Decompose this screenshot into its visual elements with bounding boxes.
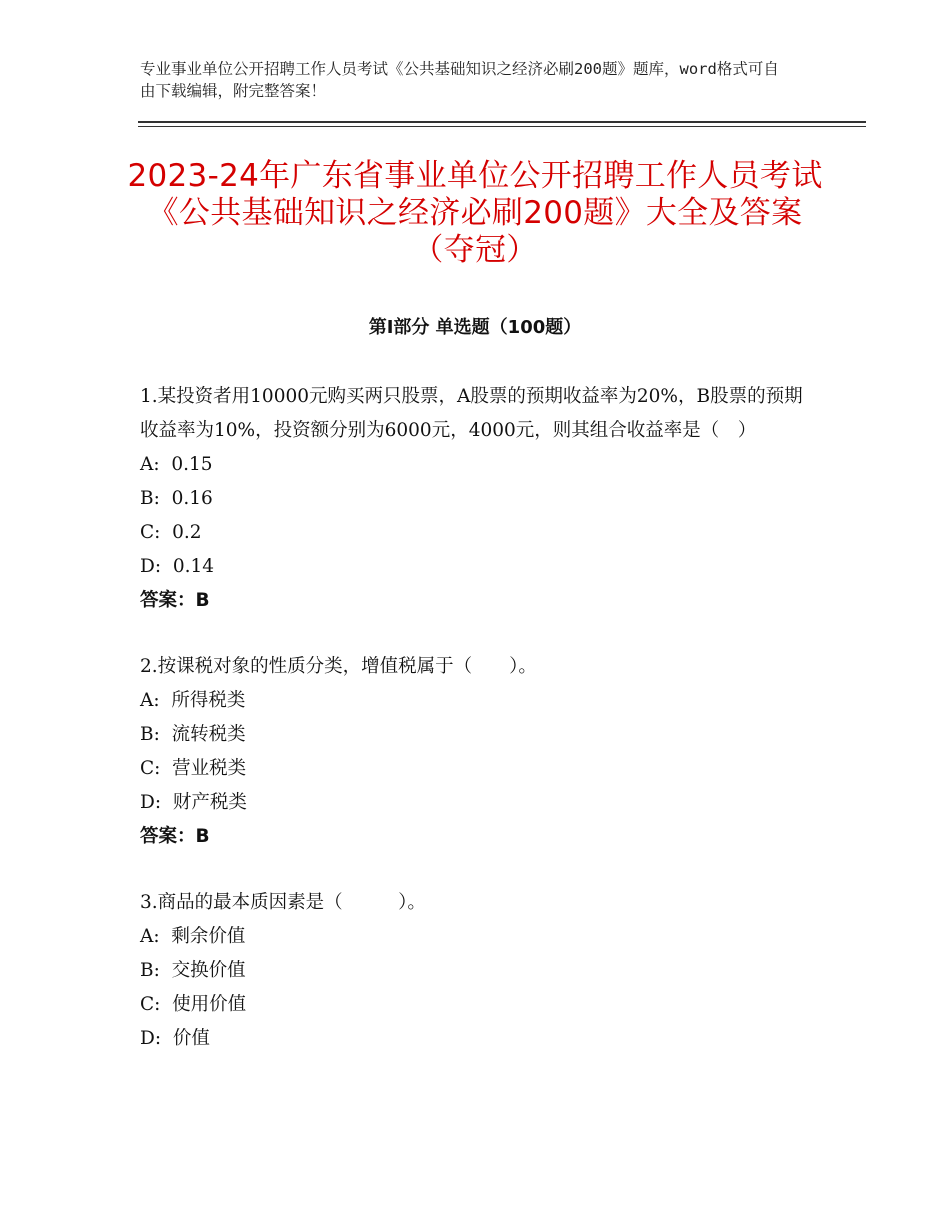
question-1 bbox=[140, 380, 805, 618]
option-d: D: 价值 bbox=[140, 1028, 210, 1049]
header-note: 专业事业单位公开招聘工作人员考试《公共基础知识之经济必刷200题》题库，word格式可自由下载编辑，附完整答案！ bbox=[140, 60, 779, 100]
option-b: B: 交换价值 bbox=[140, 960, 246, 981]
option-b: B: 0.16 bbox=[140, 488, 213, 509]
question-list bbox=[140, 380, 805, 1088]
question-stem: 3.商品的最本质因素是（ ）。 bbox=[140, 892, 426, 913]
question-3 bbox=[140, 886, 805, 1056]
option-a: A: 剩余价值 bbox=[140, 926, 246, 947]
option-a: A: 0.15 bbox=[140, 454, 213, 475]
question-2 bbox=[140, 650, 805, 854]
option-a: A: 所得税类 bbox=[140, 690, 246, 711]
header-divider-thick bbox=[138, 121, 866, 123]
document-title: 2023-24年广东省事业单位公开招聘工作人员考试《公共基础知识之经济必刷200题》大全及答案（夺冠） bbox=[127, 158, 823, 268]
question-stem: 2.按课税对象的性质分类，增值税属于（ ）。 bbox=[140, 656, 537, 677]
answer-label: 答案：B bbox=[140, 590, 210, 611]
section-heading: 第Ⅰ部分 单选题（100题） bbox=[368, 317, 582, 338]
option-c: C: 使用价值 bbox=[140, 994, 247, 1015]
option-d: D: 财产税类 bbox=[140, 792, 247, 813]
option-c: C: 营业税类 bbox=[140, 758, 247, 779]
answer-label: 答案：B bbox=[140, 826, 210, 847]
option-b: B: 流转税类 bbox=[140, 724, 246, 745]
header-divider-thin bbox=[138, 126, 866, 127]
question-stem: 1.某投资者用10000元购买两只股票，A股票的预期收益率为20%，B股票的预期收益率为10%，投资额分别为6000元，4000元，则其组合收益率是（ ） bbox=[140, 386, 803, 441]
option-d: D: 0.14 bbox=[140, 556, 215, 577]
option-c: C: 0.2 bbox=[140, 522, 202, 543]
